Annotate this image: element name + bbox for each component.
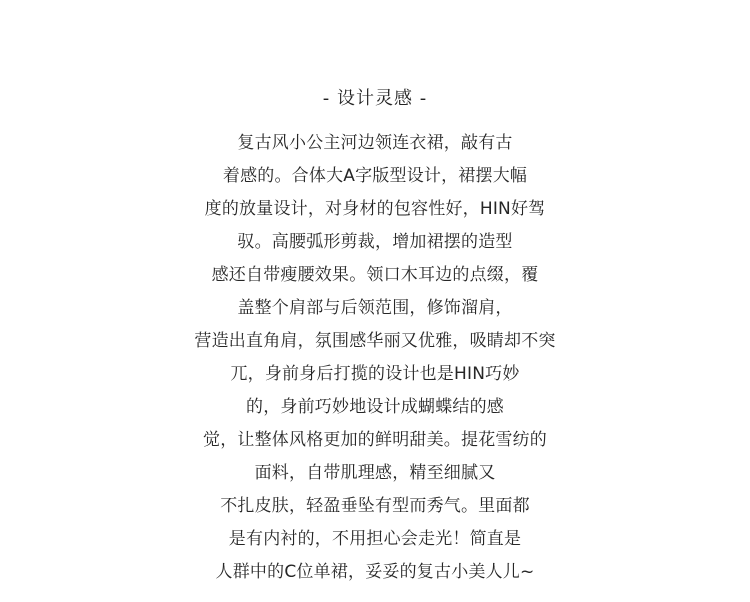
description-line: 觉，让整体风格更加的鲜明甜美。提花雪纺的 — [203, 430, 547, 450]
description-line: 不扎皮肤，轻盈垂坠有型而秀气。里面都 — [220, 496, 530, 516]
section-title: - 设计灵感 - — [322, 88, 428, 109]
description-paragraph — [0, 127, 750, 589]
description-line: 是有内衬的，不用担心会走光！简直是 — [228, 529, 522, 549]
description-line: 盖整个肩部与后领范围，修饰溜肩， — [237, 298, 513, 318]
description-line: 着感的。合体大A字版型设计，裙摆大幅 — [222, 166, 528, 186]
description-line: 兀，身前身后打揽的设计也是HIN巧妙 — [230, 364, 520, 384]
description-line: 度的放量设计，对身材的包容性好，HIN好驾 — [204, 199, 546, 219]
description-line: 的，身前巧妙地设计成蝴蝶结的感 — [246, 397, 504, 417]
description-line: 人群中的C位单裙，妥妥的复古小美人儿~ — [215, 562, 535, 582]
description-line: 感还自带瘦腰效果。领口木耳边的点缀，覆 — [211, 265, 539, 285]
description-line: 营造出直角肩，氛围感华丽又优雅，吸睛却不突 — [194, 331, 556, 351]
description-line: 驭。高腰弧形剪裁，增加裙摆的造型 — [237, 232, 513, 252]
description-line: 面料，自带肌理感，精至细腻又 — [254, 463, 496, 483]
description-line: 复古风小公主河边领连衣裙，敲有古 — [237, 133, 513, 153]
